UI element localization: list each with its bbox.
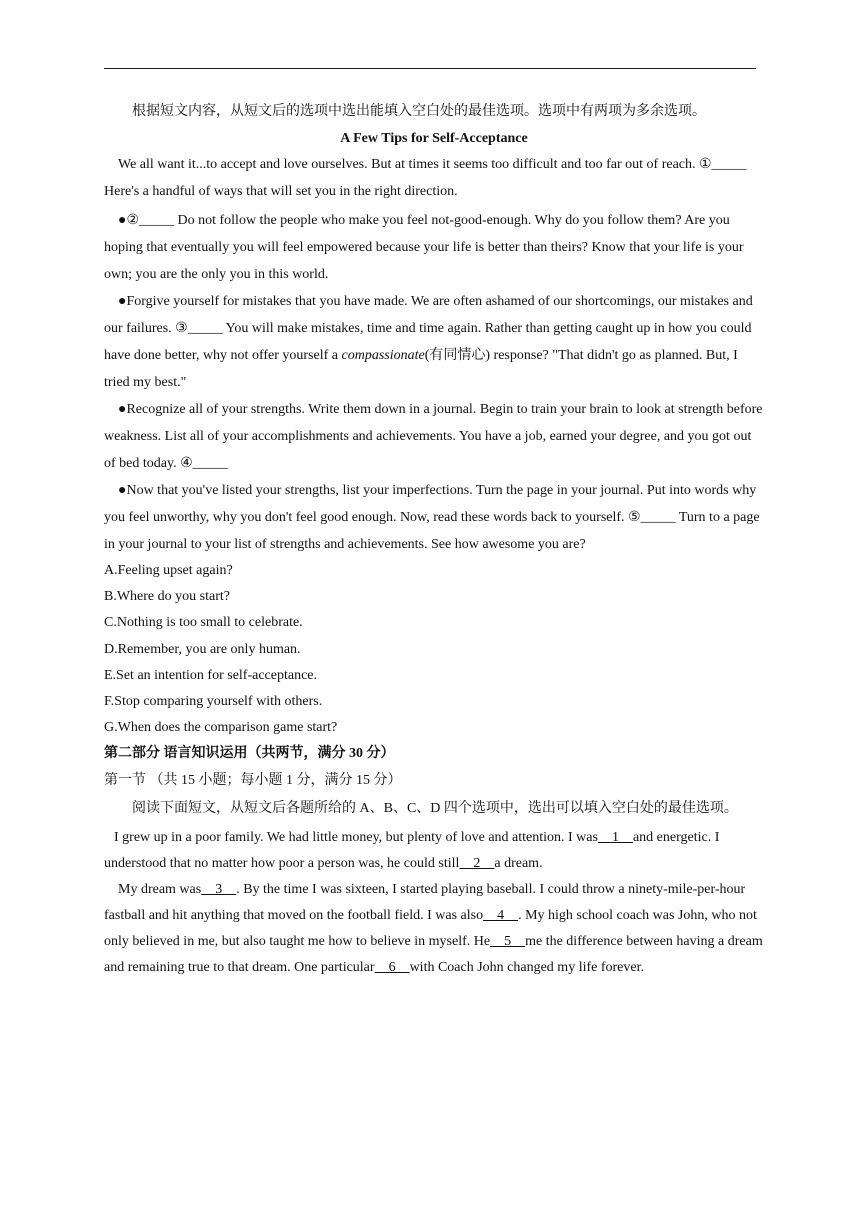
passage-title: A Few Tips for Self-Acceptance <box>340 131 528 146</box>
cloze-text: My dream was <box>118 882 202 898</box>
tip-4: ●Now that you've listed your strengths, list your imperfections. Turn the page in your journal. Put into words why you feel unworthy, why you don't feel good enough. Now, read these words back to yourself. ⑤_____ Turn to a page in your journal to your list of strengths and achievements. See how awesome you are? <box>104 483 760 552</box>
cloze-blank-4: 4 <box>483 908 519 924</box>
tip-2 <box>104 288 764 396</box>
cloze-blank-1: 1 <box>597 830 633 846</box>
cloze-blank-3: 3 <box>201 882 237 898</box>
option-g: G.When does the comparison game start? <box>104 720 338 736</box>
option-c: C.Nothing is too small to celebrate. <box>104 615 303 631</box>
cloze-text: me the difference between having a dream and remaining true to that dream. One particular <box>104 934 763 976</box>
document-page <box>104 98 764 981</box>
option-f: F.Stop comparing yourself with others. <box>104 694 323 710</box>
passage-intro: We all want it...to accept and love ourselves. But at times it seems too difficult and too far out of reach. ①_____ Here's a handful of ways that will set you in the right direction. <box>104 157 747 199</box>
tip-3: ●Recognize all of your strengths. Write them down in a journal. Begin to train your brain to look at strength before weakness. List all of your accomplishments and achievements. You have a job, earned your degree, and you got out of bed today. ④_____ <box>104 402 763 471</box>
instruction-1: 根据短文内容，从短文后的选项中选出能填入空白处的最佳选项。选项中有两项为多余选项。 <box>132 104 706 119</box>
part-2-heading: 第二部分 语言知识运用（共两节，满分 30 分） <box>104 746 395 762</box>
option-b: B.Where do you start? <box>104 589 230 605</box>
tip-1: ●②_____ Do not follow the people who make you feel not-good-enough. Why do you follow them? Are you hoping that eventually you will feel empowered because your life is better than theirs? Know that your life is your own; you are the only you in this world. <box>104 213 744 282</box>
option-d: D.Remember, you are only human. <box>104 641 301 657</box>
tip-2-text-a: ●Forgive yourself for mistakes that you have made. We are often ashamed of our shortcomings, our mistakes and our failures. ③_____ You will make mistakes, time and time again. Rather than getting caught up in how you could have done better, why not offer yourself a <box>104 294 753 363</box>
cloze-text: a dream. <box>494 856 543 872</box>
cloze-blank-6: 6 <box>374 960 410 976</box>
option-e: E.Set an intention for self-acceptance. <box>104 667 318 683</box>
cloze-paragraph-1 <box>104 825 764 877</box>
instruction-2: 阅读下面短文，从短文后各题所给的 A、B、C、D 四个选项中，选出可以填入空白处的最佳选项。 <box>132 801 738 817</box>
cloze-text: . My high school coach was John, who not only believed in me, but also taught me how to believe in myself. He <box>104 908 757 950</box>
cloze-text: . By the time I was sixteen, I started playing baseball. I could throw a ninety-mile-per-hour fastball and hit anything that moved on the football field. I was also <box>104 882 746 924</box>
cloze-text: with Coach John changed my life forever. <box>409 960 644 976</box>
tip-2-keyword: compassionate <box>341 348 425 363</box>
header-rule <box>104 68 756 69</box>
cloze-blank-2: 2 <box>459 856 495 872</box>
cloze-paragraph-2 <box>104 877 764 981</box>
tip-2-text-b: (有同情心) response? "That didn't go as planned. But, I tried my best." <box>104 348 738 390</box>
option-a: A.Feeling upset again? <box>104 563 233 578</box>
cloze-blank-5: 5 <box>490 934 526 950</box>
section-1-heading: 第一节 （共 15 小题；每小题 1 分，满分 15 分） <box>104 773 402 789</box>
cloze-text: I grew up in a poor family. We had little money, but plenty of love and attention. I was <box>114 830 598 846</box>
cloze-text: and energetic. I understood that no matter how poor a person was, he could still <box>104 830 720 872</box>
option-list <box>104 558 764 741</box>
